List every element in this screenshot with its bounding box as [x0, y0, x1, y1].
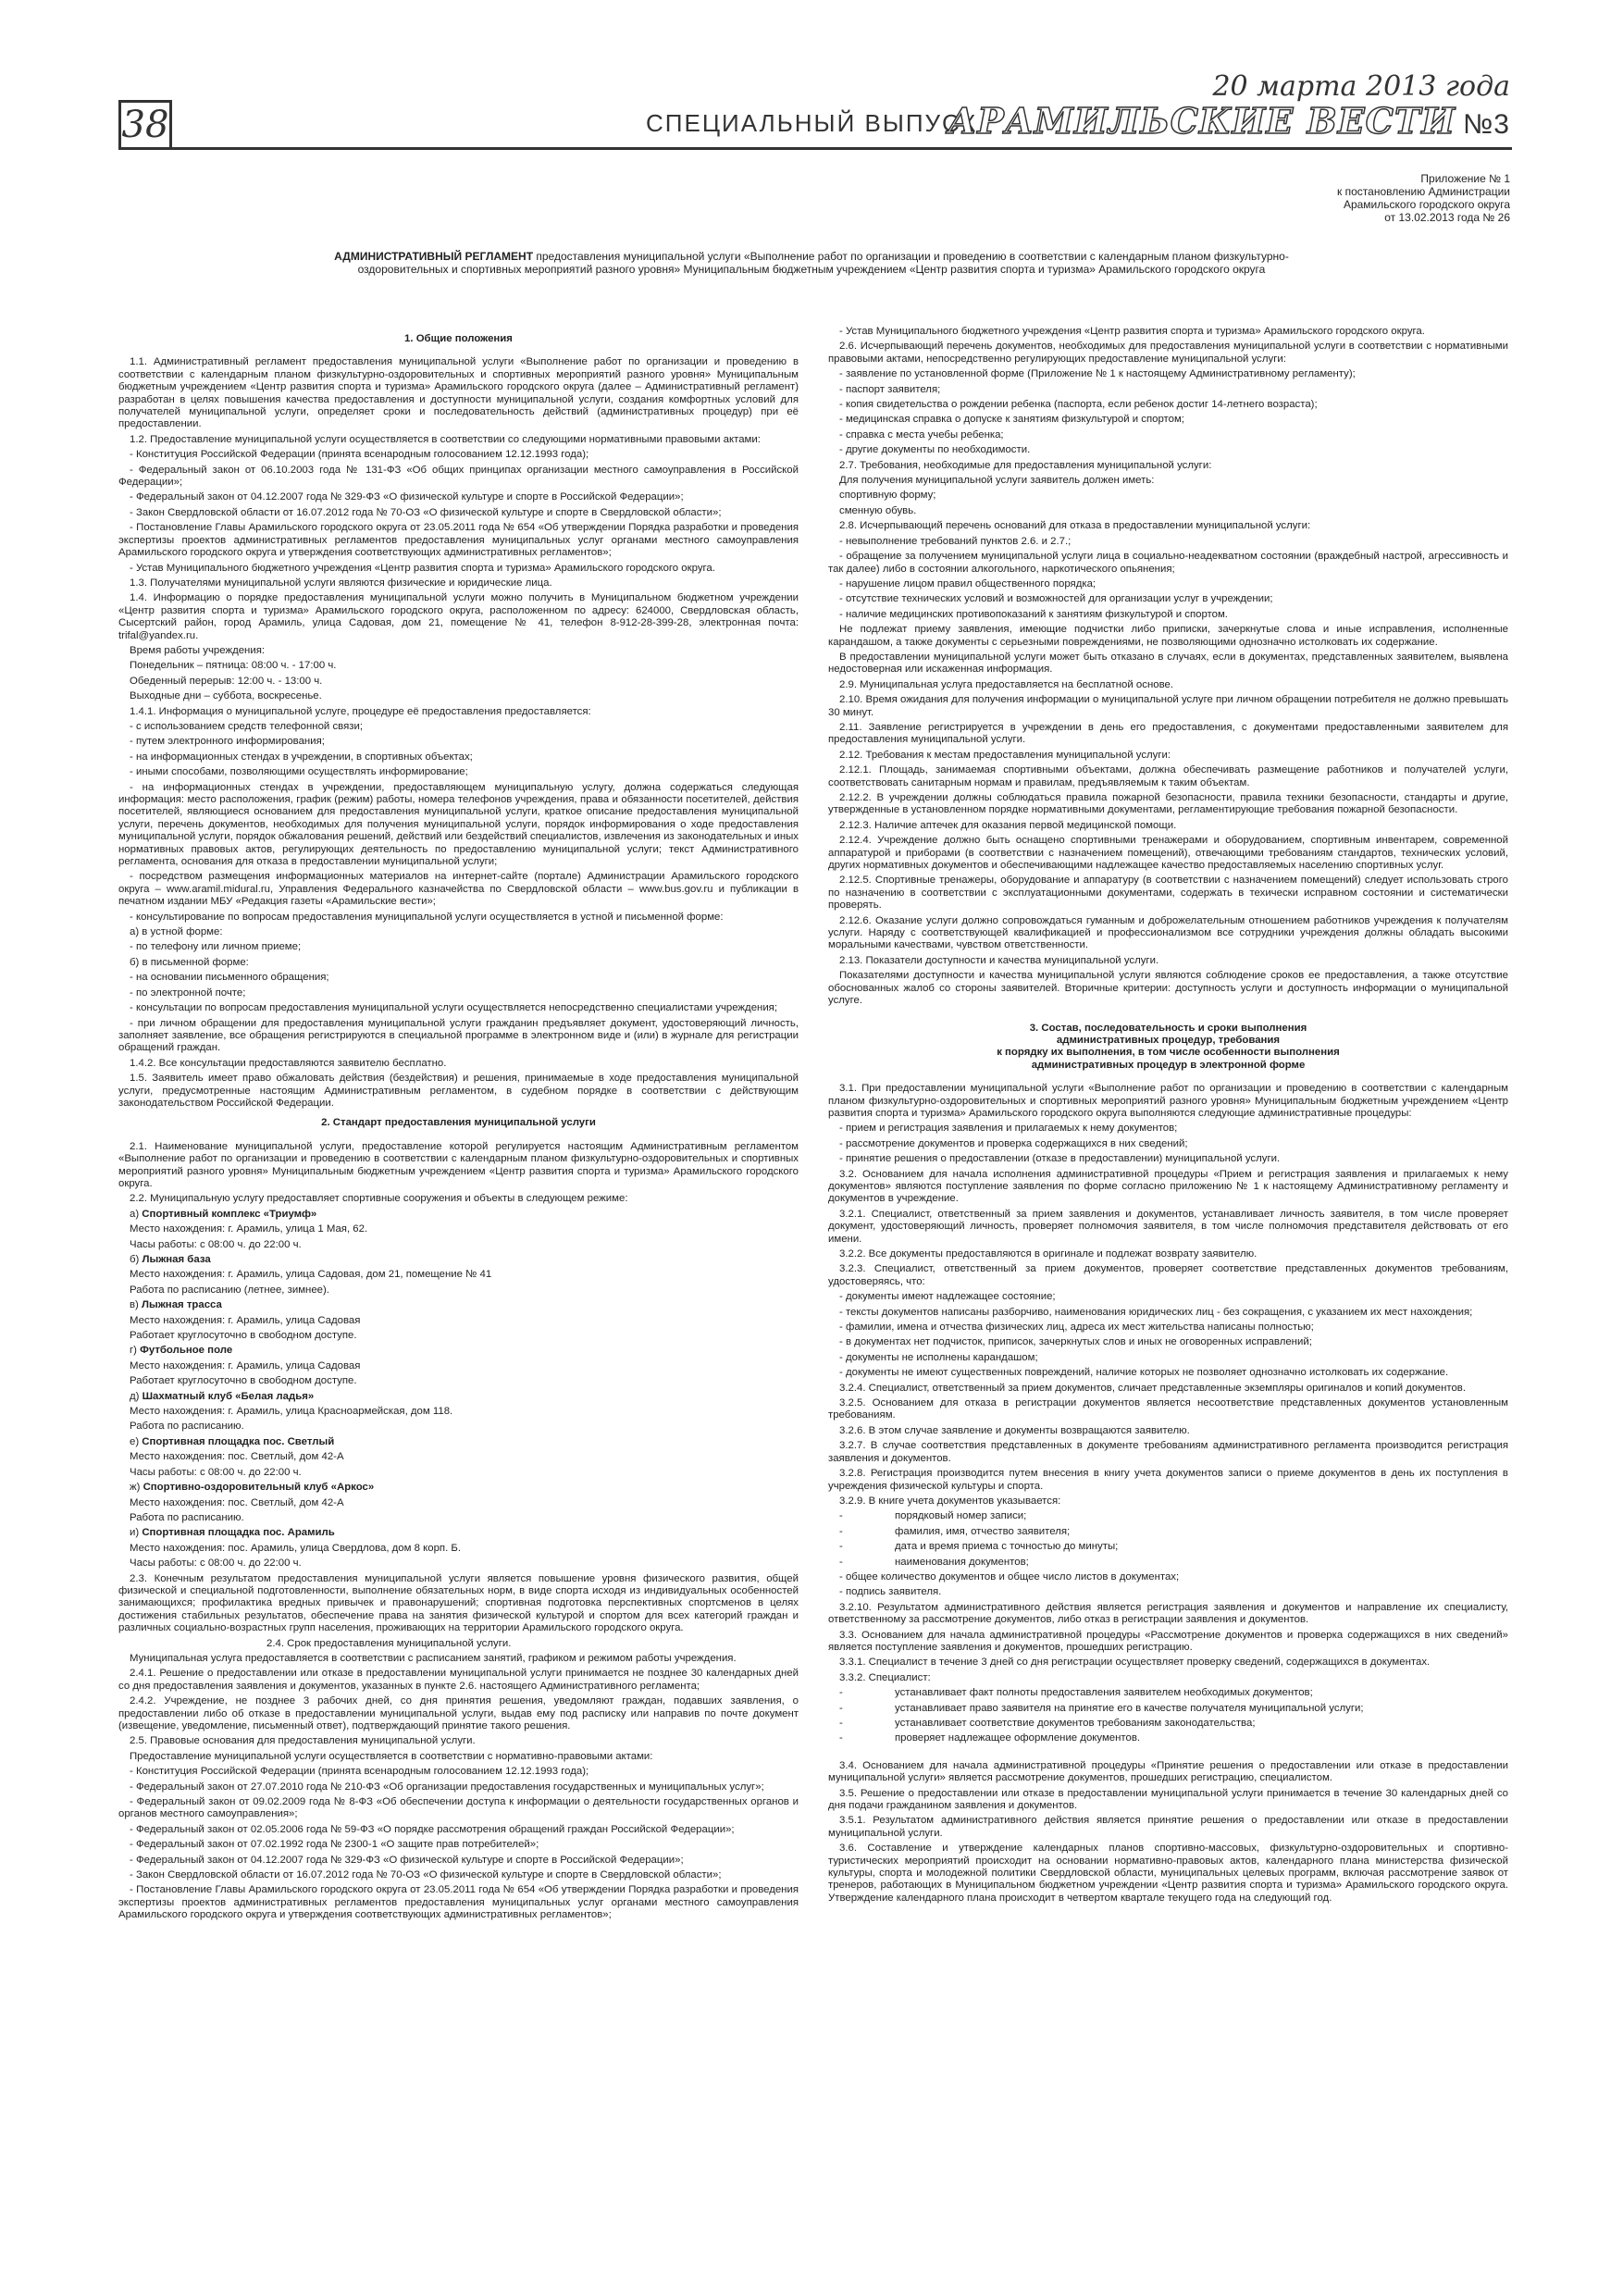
list-item	[828, 1687, 1508, 1699]
paragraph: 3.2.8. Регистрация производится путем внесения в книгу учета документов записи о приеме документов в день их поступления в учреждения физической культуры и спорта.	[828, 1468, 1508, 1492]
paragraph: - заявление по установленной форме (Приложение № 1 к настоящему Административному регламенту);	[839, 368, 1356, 380]
paragraph: - Федеральный закон от 27.07.2010 года № 210-ФЗ «Об организации предоставления государственных и муниципальных услуг»;	[130, 1781, 764, 1793]
facility-name: Футбольное поле	[140, 1345, 233, 1357]
facility-letter: ж)	[130, 1482, 143, 1494]
newspaper-name: АРАМИЛЬСКИЕ ВЕСТИ	[948, 100, 1456, 142]
facility-letter: е)	[130, 1435, 142, 1447]
dash-marker: -	[839, 1510, 843, 1522]
paragraph: 1.3. Получателями муниципальной услуги являются физические и юридические лица.	[130, 577, 552, 589]
dash-marker: -	[839, 1556, 843, 1568]
paragraph: - копия свидетельства о рождении ребенка (паспорта, если ребенок достиг 14-летнего возраста);	[839, 399, 1318, 411]
list-item-text: фамилия, имя, отчество заявителя;	[895, 1525, 1071, 1537]
paragraph: - Постановление Главы Арамильского городского округа от 23.05.2011 года № 654 «Об утверждении Порядка разработки и проведения экспертизы проектов административных регламентов предоставления муниципальных услуг органами местного самоуправления Арамильского городского округа и утверждения соответствующих административных регламентов»;	[118, 1884, 799, 1921]
paragraph: сменную обувь.	[839, 504, 917, 516]
list-item	[828, 1526, 1508, 1538]
document-title	[296, 250, 1327, 276]
paragraph: 3.2.3. Специалист, ответственный за прием документов, проверяет соответствие представленных документов требованиям, удостоверяясь, что:	[828, 1263, 1508, 1287]
list-item-text: наименования документов;	[895, 1556, 1029, 1568]
paragraph: Место нахождения: пос. Арамиль, улица Свердлова, дом 8 корп. Б.	[130, 1542, 462, 1554]
paragraph: - при личном обращении для предоставления муниципальной услуги гражданин предъявляет документ, удостоверяющий личность, заполняет заявление, все обращения регистрируются в специальной программе в электронном виде и (или) в журнале для регистрации обращений граждан.	[118, 1017, 799, 1054]
facility-letter: г)	[130, 1345, 141, 1357]
paragraph: 2.6. Исчерпывающий перечень документов, необходимых для предоставления муниципальной услуги в соответствии с нормативными правовыми актами, непосредственно регулирующих предоставление муниципальной услуги:	[828, 341, 1508, 365]
facility-name: Спортивная площадка пос. Арамиль	[142, 1527, 335, 1539]
facility-letter: и)	[130, 1527, 142, 1539]
paragraph: - в документах нет подчисток, приписок, зачеркнутых слов и иных не оговоренных исправлений;	[839, 1336, 1312, 1348]
paragraph: Место нахождения: пос. Светлый, дом 42-А	[130, 1451, 344, 1463]
paragraph: 3.6. Составление и утверждение календарных планов спортивно-массовых, физкультурно-оздоровительных и спортивно-туристических мероприятий происходит на основании нормативно-правовых актов, календарного плана министерства физической культуры, спорта и молодежной политики Свердловской области, муниципальных целевых программ, включая рассмотрение заявок от тренеров, работающих в Муниципальном бюджетном учреждении «Центр развития спорта и туризма» Арамильского городского округа. Утверждение календарного плана происходит в четвертом квартале текущего года на следующий год.	[828, 1843, 1508, 1904]
list-item-text: порядковый номер записи;	[895, 1510, 1027, 1522]
paragraph: - по телефону или личном приеме;	[130, 941, 302, 953]
appendix-line: к постановлению Администрации	[1337, 185, 1510, 198]
facility-name: Лыжная трасса	[142, 1299, 222, 1311]
paragraph: 2.10. Время ожидания для получения информации о муниципальной услуге при личном обращении потребителя не должно превышать 30 минут.	[828, 694, 1508, 718]
facility-item	[118, 1345, 799, 1357]
section-heading-line: 3. Состав, последовательность и сроки выполнения	[1029, 1022, 1307, 1034]
section-title: СПЕЦИАЛЬНЫЙ ВЫПУСК	[646, 109, 977, 137]
paragraph: - иными способами, позволяющими осуществлять информирование;	[130, 766, 468, 778]
paragraph: 2.9. Муниципальная услуга предоставляется на бесплатной основе.	[839, 678, 1173, 690]
paragraph: - посредством размещения информационных материалов на интернет-сайте (портале) Администрации Арамильского городского округа – www.aramil.midural.ru, Управления Федерального казначейства по Свердловской области – www.bus.gov.ru и публикации в печатном издании МБУ «Редакция газеты «Арамильские вести»;	[118, 871, 799, 908]
paragraph: - нарушение лицом правил общественного порядка;	[839, 577, 1096, 590]
right-column	[828, 326, 1508, 2259]
paragraph: 2.2. Муниципальную услугу предоставляет спортивные сооружения и объекты в следующем режиме:	[130, 1193, 628, 1205]
paragraph: Место нахождения: г. Арамиль, улица Красноармейская, дом 118.	[130, 1406, 453, 1418]
paragraph: - принятие решения о предоставлении (отказе в предоставлении) муниципальной услуги.	[839, 1153, 1281, 1165]
paragraph: - по электронной почте;	[130, 987, 246, 999]
paragraph: Работа по расписанию (летнее, зимнее).	[130, 1284, 329, 1296]
paragraph: - подпись заявителя.	[839, 1586, 942, 1598]
paragraph: - фамилии, имена и отчества физических лиц, адреса их мест жительства написаны полностью;	[839, 1322, 1314, 1334]
list-item-text: устанавливает соответствие документов требованиям законодательства;	[895, 1718, 1256, 1729]
paragraph: - Федеральный закон от 07.02.1992 года № 2300-1 «О защите прав потребителей»;	[130, 1839, 539, 1851]
paragraph: Место нахождения: г. Арамиль, улица Садовая	[130, 1314, 361, 1326]
paragraph: 2.3. Конечным результатом предоставления муниципальной услуги является повышение уровня физического развития, общей физической и специальной подготовленности, выполнение обязательных норм, в виде спорта исходя из индивидуальных особенностей занимающихся; профилактика вредных привычек и правонарушений; спортивная подготовка перспективных спортсменов в целях достижения стабильных результатов, обеспечение права на занятия физической культурой и спортом для всех категорий граждан и различных социально-возрастных групп населения, проживающих на территории Арамильского городского округа.	[118, 1572, 799, 1634]
paragraph: Работа по расписанию.	[130, 1421, 244, 1433]
paragraph: 2.12. Требования к местам предоставления муниципальной услуги:	[839, 749, 1171, 761]
page-number: 38	[118, 100, 172, 150]
list-item	[828, 1541, 1508, 1553]
paragraph: 2.12.4. Учреждение должно быть оснащено спортивными тренажерами и оборудованием, спортивным инвентарем, современной аппаратурой и приборами (в соответствии с назначением помещений), отвечающими требованиям стандартов, технических условий, других нормативных документов и обеспечивающими надлежащее качество предоставляемых населению спортивных услуг.	[828, 835, 1508, 872]
paragraph: 2.12.1. Площадь, занимаемая спортивными объектами, должна обеспечивать размещение работников и получателей услуги, соответствовать санитарным нормам и правилам, предъявляемым к таким объектам.	[828, 764, 1508, 788]
paragraph: 2.8. Исчерпывающий перечень оснований для отказа в предоставлении муниципальной услуги:	[839, 520, 1311, 532]
dash-marker: -	[839, 1702, 843, 1714]
paragraph: 2.11. Заявление регистрируется в учреждении в день его предоставления, с документами предоставленными заявителем для предоставления муниципальной услуги.	[828, 721, 1508, 746]
paragraph: 2.1. Наименование муниципальной услуги, предоставление которой регулируется настоящим Административным регламентом «Выполнение работ по организации и проведению в соответствии с календарным планом физкультурно-оздоровительных и спортивных мероприятий разного уровня» Муниципальным бюджетным учреждением «Центр развития спорта и туризма» Арамильского городского округа.	[118, 1140, 799, 1189]
paragraph: 1.4.2. Все консультации предоставляются заявителю бесплатно.	[130, 1057, 447, 1069]
paragraph: 2.12.2. В учреждении должны соблюдаться правила пожарной безопасности, правила техники безопасности, стандарты и другие, утвержденные в установленном порядке нормативными документами, регламентирующие требования пожарной безопасности.	[828, 792, 1508, 816]
paragraph: - на информационных стендах в учреждении, в спортивных объектах;	[130, 751, 473, 763]
section-heading: 2. Стандарт предоставления муниципальной услуги	[321, 1117, 596, 1129]
paragraph: Работает круглосуточно в свободном доступе.	[130, 1330, 357, 1342]
paragraph: Выходные дни – суббота, воскресенье.	[130, 690, 322, 702]
list-item-text: проверяет надлежащее оформление документов.	[895, 1732, 1141, 1744]
paragraph: Понедельник – пятница: 08:00 ч. - 17:00 ч.	[130, 660, 337, 672]
appendix-block	[1337, 172, 1510, 224]
paragraph: 3.5.1. Результатом административного действия является принятие решения о предоставлении или отказе в предоставлении муниципальной услуги.	[828, 1815, 1508, 1839]
paragraph: - обращение за получением муниципальной услуги лица в социально-неадекватном состоянии (враждебный настрой, агрессивность и так далее) либо в состоянии алкогольного, наркотического опьянения;	[828, 551, 1508, 575]
paragraph: 3.2.4. Специалист, ответственный за прием документов, сличает представленные экземпляры оригиналов и копий документов.	[839, 1382, 1467, 1394]
paragraph: 3.3. Основанием для начала административной процедуры «Рассмотрение документов и проверка содержащихся в них сведений» является поступление заявления и документов, прошедших регистрацию.	[828, 1629, 1508, 1653]
paragraph: Место нахождения: г. Арамиль, улица 1 Мая, 62.	[130, 1223, 368, 1235]
facility-name: Спортивно-оздоровительный клуб «Аркос»	[142, 1482, 375, 1494]
facility-item	[118, 1436, 799, 1448]
paragraph: - путем электронного информирования;	[130, 736, 325, 748]
dash-marker: -	[839, 1541, 843, 1553]
paragraph: - справка с места учебы ребенка;	[839, 428, 1004, 441]
paragraph: - Федеральный закон от 04.12.2007 года № 329-ФЗ «О физической культуре и спорте в Российской Федерации»;	[130, 491, 684, 503]
newspaper-masthead	[948, 100, 1510, 142]
paragraph: 2.12.5. Спортивные тренажеры, оборудование и аппаратуру (в соответствии с назначением помещений) следует использовать строго по назначению в соответствии с эксплуатационными документами, содержать в техически исправном состоянии и систематически проверять.	[828, 875, 1508, 912]
paragraph: 3.2.2. Все документы предоставляются в оригинале и подлежат возврату заявителю.	[839, 1248, 1258, 1260]
paragraph: - консультации по вопросам предоставления муниципальной услуги осуществляется непосредственно специалистами учреждения;	[130, 1002, 778, 1014]
paragraph: - прием и регистрация заявления и прилагаемых к нему документов;	[839, 1123, 1178, 1135]
facility-letter: д)	[130, 1390, 142, 1402]
list-item	[828, 1703, 1508, 1715]
paragraph: Для получения муниципальной услуги заявитель должен иметь:	[839, 475, 1155, 487]
paragraph: Работает круглосуточно в свободном доступе.	[130, 1375, 357, 1387]
paragraph: - на информационных стендах в учреждении, предоставляющем муниципальную услугу, должна содержаться следующая информация: место расположения, график (режим) работы, номера телефонов учреждения, права и обязанности посетителей, действия посетителей, являющиеся основанием для предоставления муниципальной услуги, краткое описание предоставления муниципальной услуги, перечень документов, необходимых для получения муниципальной услуги, порядок информирования о ходе предоставления муниципальной услуги, порядок обжалования решений, действий или бездействий специалистов, извлечения из законодательных и иных нормативных правовых актов, регулирующих деятельность по предоставлению муниципальной услуги; текст Административного регламента, основания для отказа в предоставлении муниципальной услуги;	[118, 781, 799, 868]
facility-item	[118, 1391, 799, 1403]
paragraph: - Устав Муниципального бюджетного учреждения «Центр развития спорта и туризма» Арамильского городского округа.	[130, 562, 715, 574]
paragraph: В предоставлении муниципальной услуги может быть отказано в случаях, если в документах, представленных заявителем, выявлена недостоверная или искаженная информация.	[828, 651, 1508, 676]
paragraph: 3.4. Основанием для начала административной процедуры «Принятие решения о предоставлении или отказе в предоставлении муниципальной услуги» является рассмотрение документов, прошедших регистрацию, специалистом.	[828, 1759, 1508, 1784]
list-item-text: дата и время приема с точностью до минуты;	[895, 1541, 1119, 1553]
paragraph: 2.13. Показатели доступности и качества муниципальной услуги.	[839, 954, 1159, 966]
paragraph: Часы работы: с 08:00 ч. до 22:00 ч.	[130, 1558, 302, 1570]
facility-name: Лыжная база	[142, 1254, 211, 1265]
paragraph: 1.4. Информацию о порядке предоставления муниципальной услуги можно получить в Муниципальном бюджетном учреждении «Центр развития спорта и туризма» Арамильского городского округа, расположенном по адресу: 624000, Свердловская область, Сысертский район, город Арамиль, улица Садовая, дом 21, помещение № 41, телефон 8-912-28-399-28, электронная почта: trifal@yandex.ru.	[118, 592, 799, 641]
paragraph: Время работы учреждения:	[130, 644, 266, 656]
facility-name: Шахматный клуб «Белая ладья»	[142, 1390, 315, 1402]
paragraph: 3.2.6. В этом случае заявление и документы возвращаются заявителю.	[839, 1424, 1190, 1436]
paragraph: 3.2.5. Основанием для отказа в регистрации документов является несоответствие представленных документов установленным требованиям.	[828, 1397, 1508, 1421]
paragraph: - Закон Свердловской области от 16.07.2012 года № 70-ОЗ «О физической культуре и спорте в Свердловской области»;	[130, 506, 722, 518]
paragraph: 2.12.3. Наличие аптечек для оказания первой медицинской помощи.	[839, 819, 1177, 831]
paragraph: Часы работы: с 08:00 ч. до 22:00 ч.	[130, 1466, 302, 1478]
paragraph: 2.4. Срок предоставления муниципальной услуги.	[266, 1637, 512, 1649]
facility-name: Спортивная площадка пос. Светлый	[142, 1435, 335, 1447]
paragraph: Место нахождения: г. Арамиль, улица Садовая, дом 21, помещение № 41	[130, 1269, 492, 1281]
paragraph: Обеденный перерыв: 12:00 ч. - 13:00 ч.	[130, 675, 323, 687]
paragraph: б) в письменной форме:	[130, 956, 249, 968]
paragraph: - Федеральный закон от 06.10.2003 года № 131-ФЗ «Об общих принципах организации местного самоуправления в Российской Федерации»;	[118, 464, 799, 489]
section-heading	[828, 1023, 1508, 1073]
paragraph: 2.5. Правовые основания для предоставления муниципальной услуги.	[130, 1735, 476, 1747]
paragraph: - отсутствие технических условий и возможностей для организации услуг в учреждении;	[839, 593, 1273, 605]
paragraph: - Постановление Главы Арамильского городского округа от 23.05.2011 года № 654 «Об утверждении Порядка разработки и проведения экспертизы проектов административных регламентов предоставления муниципальных услуг органами местного самоуправления Арамильского городского округа и утверждения соответствующих административных регламентов»;	[118, 522, 799, 559]
paragraph: 3.2.10. Результатом административного действия является регистрация заявления и документов и направление их специалисту, ответственному за рассмотрение документов, либо отказ в регистрации заявления и документов.	[828, 1601, 1508, 1626]
paragraph: - невыполнение требований пунктов 2.6. и 2.7.;	[839, 535, 1072, 547]
paragraph: Место нахождения: г. Арамиль, улица Садовая	[130, 1359, 361, 1371]
paragraph: Место нахождения: пос. Светлый, дом 42-А	[130, 1496, 344, 1508]
dash-marker: -	[839, 1718, 843, 1729]
facility-item	[118, 1482, 799, 1494]
paragraph: - наличие медицинских противопоказаний к занятиям физкультурой и спортом.	[839, 608, 1228, 620]
paragraph: - Федеральный закон от 04.12.2007 года № 329-ФЗ «О физической культуре и спорте в Российской Федерации»;	[130, 1854, 684, 1866]
document-title-rest: предоставления муниципальной услуги «Выполнение работ по организации и проведению в соответствии с календарным планом физкультурно-оздоровительных и спортивных мероприятий разного уровня» Муниципальным бюджетным учреждением «Центр развития спорта и туризма» Арамильского городского округа	[357, 250, 1289, 276]
paragraph: - общее количество документов и общее число листов в документах;	[839, 1570, 1180, 1582]
paragraph: Не подлежат приему заявления, имеющие подчистки либо приписки, зачеркнутые слова и иные исправления, исполненные карандашом, а также документы с серьезными повреждениями, не позволяющими однозначно истолковать их содержание.	[828, 624, 1508, 648]
issue-date: 20 марта 2013 года	[1212, 70, 1510, 103]
dash-marker: -	[839, 1732, 843, 1744]
paragraph: 3.2.7. В случае соответствия представленных в документе требованиям административного регламента производится регистрация заявления и документов.	[828, 1440, 1508, 1464]
paragraph: - консультирование по вопросам предоставления муниципальной услуги осуществляется в устной и письменной форме:	[130, 911, 724, 923]
facility-item	[118, 1299, 799, 1311]
dash-marker: -	[839, 1687, 843, 1699]
paragraph: - Закон Свердловской области от 16.07.2012 года № 70-ОЗ «О физической культуре и спорте в Свердловской области»;	[130, 1869, 722, 1881]
paragraph: - рассмотрение документов и проверка содержащихся в них сведений;	[839, 1137, 1188, 1149]
paragraph: - Конституция Российской Федерации (принята всенародным голосованием 12.12.1993 года);	[130, 1766, 589, 1778]
list-item-text: устанавливает право заявителя на принятие его в качестве получателя муниципальной услуги;	[895, 1702, 1364, 1714]
facility-name: Спортивный комплекс «Триумф»	[142, 1208, 317, 1220]
section-heading: 1. Общие положения	[404, 333, 513, 344]
paragraph: 1.2. Предоставление муниципальной услуги осуществляется в соответствии со следующими нормативными правовыми актами:	[130, 433, 761, 445]
paragraph: Муниципальная услуга предоставляется в соответствии с расписанием занятий, графиком и режимом работы учреждения.	[130, 1652, 737, 1664]
paragraph: - медицинская справка о допуске к занятиям физкультурой и спортом;	[839, 414, 1184, 426]
facility-letter: б)	[130, 1254, 142, 1265]
list-item	[828, 1510, 1508, 1522]
paragraph: Показателями доступности и качества муниципальной услуги являются соблюдение сроков ее предоставления, а также отсутствие обоснованных жалоб со стороны заявителей. Вторичные критерии: доступность услуги и доступность информации о муниципальной услуге.	[828, 970, 1508, 1007]
paragraph: - Федеральный закон от 02.05.2006 года № 59-ФЗ «О порядке рассмотрения обращений граждан Российской Федерации»;	[130, 1823, 735, 1835]
paragraph: - Устав Муниципального бюджетного учреждения «Центр развития спорта и туризма» Арамильского городского округа.	[839, 326, 1425, 337]
facility-item	[118, 1527, 799, 1539]
facility-item	[118, 1209, 799, 1221]
paragraph: - документы имеют надлежащее состояние;	[839, 1291, 1056, 1303]
list-item	[828, 1718, 1508, 1730]
paragraph: 2.7. Требования, необходимые для предоставления муниципальной услуги:	[839, 459, 1212, 471]
header-rule	[118, 147, 1512, 150]
paragraph: 1.5. Заявитель имеет право обжаловать действия (бездействия) и решения, принимаемые в ходе предоставления муниципальной услуги, предусмотренные настоящим Административным регламентом, в судебном порядке в соответствии с действующим законодательством Российской Федерации.	[118, 1073, 799, 1109]
section-heading-line: административных процедур, требования	[1056, 1034, 1281, 1046]
paragraph: Работа по расписанию.	[130, 1511, 244, 1523]
issue-number: №3	[1463, 109, 1510, 140]
paragraph: - паспорт заявителя;	[839, 383, 941, 395]
paragraph: - Федеральный закон от 09.02.2009 года № 8-ФЗ «Об обеспечении доступа к информации о деятельности государственных органов и органов местного самоуправления»;	[118, 1796, 799, 1820]
facility-letter: а)	[130, 1208, 142, 1220]
paragraph: спортивную форму;	[839, 490, 936, 502]
appendix-line: Арамильского городского округа	[1343, 198, 1510, 211]
paragraph: Предоставление муниципальной услуги осуществляется в соответствии с нормативно-правовыми актами:	[130, 1750, 653, 1762]
paragraph: 1.4.1. Информация о муниципальной услуге, процедуре её предоставления предоставляется:	[130, 705, 591, 717]
paragraph: 3.5. Решение о предоставлении или отказе в предоставлении муниципальной услуги принимается в течение 30 календарных дней со дня подачи гражданином заявления и документов.	[828, 1787, 1508, 1812]
paragraph: 3.2. Основанием для начала исполнения административной процедуры «Прием и регистрация заявления и прилагаемых к нему документов» являются поступление заявления по форме согласно приложению № 1 к настоящему Административному регламенту и документов в учреждение.	[828, 1168, 1508, 1205]
facility-item	[118, 1254, 799, 1266]
paragraph: 1.1. Административный регламент предоставления муниципальной услуги «Выполнение работ по организации и проведению в соответствии с календарным планом физкультурно-оздоровительных и спортивных мероприятий разного уровня» Муниципальным бюджетным учреждением «Центр развития спорта и туризма» Арамильского городского округа (далее – Административный регламент) разработан в целях повышения качества предоставления и доступности муниципальной услуги, создания комфортных условий для получателей муниципальной услуги, определяет сроки и последовательность действий (административных процедур) при её предоставлении.	[118, 356, 799, 430]
document-title-bold: АДМИНИСТРАТИВНЫЙ РЕГЛАМЕНТ	[334, 250, 534, 263]
paragraph: - с использованием средств телефонной связи;	[130, 720, 363, 732]
paragraph: - тексты документов написаны разборчиво, наименования юридических лиц - без сокращения, с указанием их мест нахождения;	[839, 1306, 1473, 1318]
paragraph: 3.3.2. Специалист:	[839, 1671, 931, 1683]
paragraph: а) в устной форме:	[130, 926, 223, 938]
list-item-text: устанавливает факт полноты предоставления заявителем необходимых документов;	[895, 1687, 1313, 1699]
left-column	[118, 326, 799, 2259]
list-item	[828, 1557, 1508, 1569]
paragraph: 3.3.1. Специалист в течение 3 дней со дня регистрации осуществляет проверку сведений, содержащихся в документах.	[839, 1657, 1431, 1669]
paragraph: - документы не исполнены карандашом;	[839, 1351, 1038, 1363]
appendix-line: от 13.02.2013 года № 26	[1384, 211, 1510, 224]
paragraph: - документы не имеют существенных повреждений, наличие которых не позволяет однозначно истолковать их содержание.	[839, 1367, 1449, 1379]
paragraph: Часы работы: с 08:00 ч. до 22:00 ч.	[130, 1238, 302, 1250]
section-heading-line: административных процедур в электронной форме	[1031, 1059, 1306, 1071]
paragraph: 2.12.6. Оказание услуги должно сопровождаться гуманным и доброжелательным отношением работников учреждения к получателям услуги. Наряду с соответствующей квалификацией и профессионализмом все сотрудники учреждения должны обладать высокими моральными качествами, чувством ответственности.	[828, 914, 1508, 951]
paragraph: 3.1. При предоставлении муниципальной услуги «Выполнение работ по организации и проведению в соответствии с календарным планом физкультурно-оздоровительных и спортивных мероприятий разного уровня» Муниципальным бюджетным учреждением «Центр развития спорта и туризма» Арамильского городского округа выполняются следующие административные процедуры:	[828, 1083, 1508, 1119]
section-heading-line: к порядку их выполнения, в том числе особенности выполнения	[997, 1047, 1340, 1059]
appendix-line: Приложение № 1	[1420, 172, 1510, 185]
paragraph: - на основании письменного обращения;	[130, 972, 329, 984]
paragraph: 2.4.1. Решение о предоставлении или отказе в предоставлении муниципальной услуги принимается не позднее 30 календарных дней со дня предоставления заявления и документов, указанных в пункте 2.6. настоящего Административного регламента;	[118, 1668, 799, 1692]
paragraph: - Конституция Российской Федерации (принята всенародным голосованием 12.12.1993 года);	[130, 449, 589, 461]
paragraph: - другие документы по необходимости.	[839, 444, 1031, 456]
paragraph: 3.2.1. Специалист, ответственный за прием заявления и документов, устанавливает личность заявителя, в том числе проверяет документ, удостоверяющий личность, проверяет полномочия заявителя, в том числе полномочия представителя действовать от его имени.	[828, 1208, 1508, 1245]
list-item	[828, 1732, 1508, 1744]
paragraph: 3.2.9. В книге учета документов указывается:	[839, 1495, 1061, 1507]
facility-letter: в)	[130, 1299, 142, 1311]
dash-marker: -	[839, 1525, 843, 1537]
paragraph: 2.4.2. Учреждение, не позднее 3 рабочих дней, со дня принятия решения, уведомляют граждан, подавших заявления, о предоставлении либо об отказе в предоставлении муниципальной услуги, выдав ему под расписку или направив по почте документ (извещение, уведомление, письменный ответ), подтверждающий принятие такого решения.	[118, 1695, 799, 1731]
